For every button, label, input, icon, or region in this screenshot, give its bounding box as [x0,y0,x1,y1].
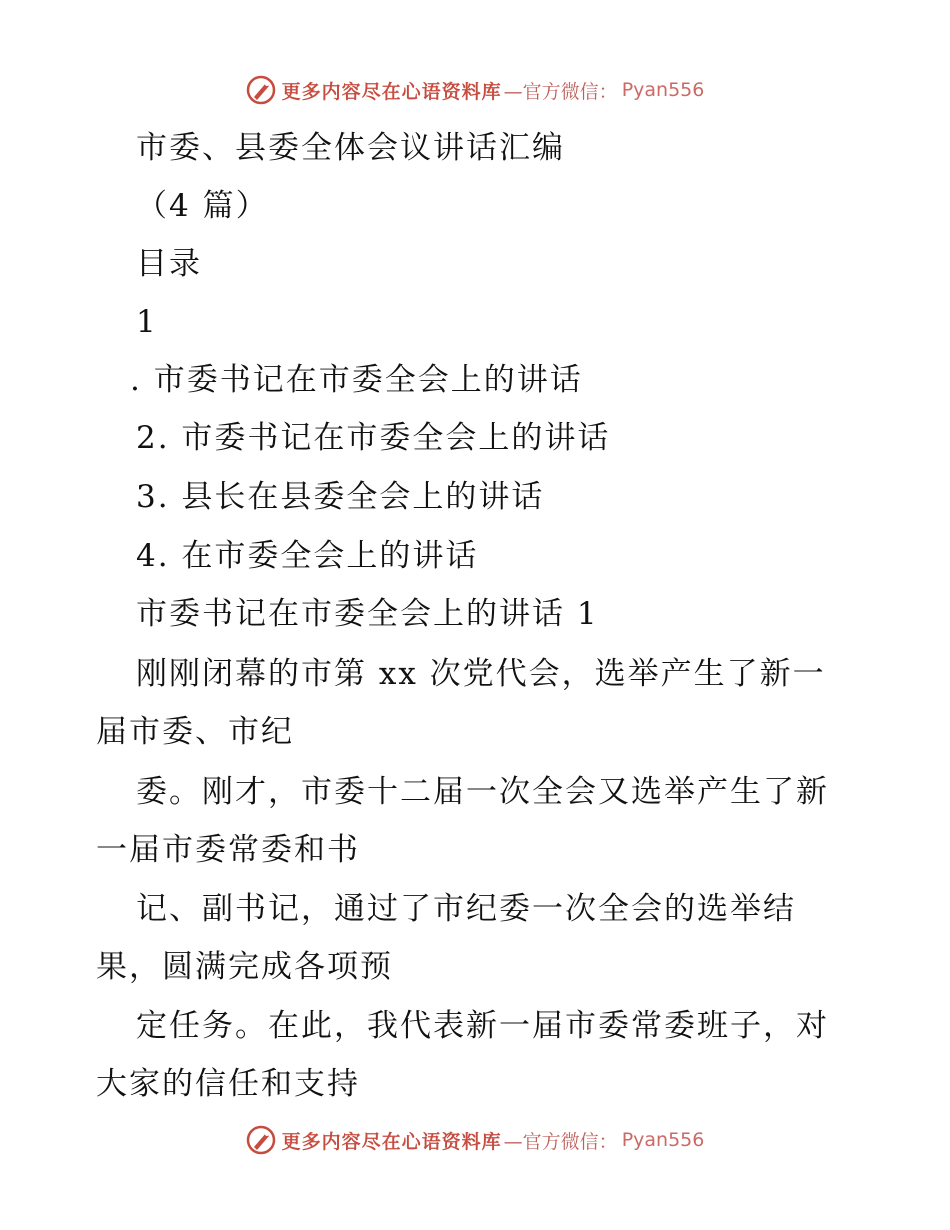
body-line: 刚刚闭幕的市第 xx 次党代会，选举产生了新一 [136,656,826,692]
body-line: 届市委、市纪 [96,714,294,750]
watermark-footer [0,1120,950,1160]
document-count: （4 篇） [136,188,269,224]
watermark-id-text: Pyan556 [621,1129,705,1151]
document-title: 市委、县委全体会议讲话汇编 [136,130,565,166]
watermark-main-text: 更多内容尽在心语资料库 [281,1130,502,1153]
pen-logo-icon [246,1125,276,1155]
toc-heading: 目录 [136,246,202,282]
body-line: 一届市委常委和书 [96,832,360,868]
toc-item: 1 [136,304,158,340]
watermark-id-text: Pyan556 [621,79,705,101]
watermark-sub-text: —官方微信： [503,80,618,103]
toc-item: . 市委书记在市委全会上的讲话 [130,362,583,398]
body-line: 委。刚才，市委十二届一次全会又选举产生了新 [136,774,829,810]
section-title: 市委书记在市委全会上的讲话 1 [136,596,599,632]
body-line: 定任务。在此，我代表新一届市委常委班子，对 [136,1008,829,1044]
watermark-sub-text: —官方微信： [503,1130,618,1153]
watermark-main-text: 更多内容尽在心语资料库 [281,80,502,103]
watermark-header [0,70,950,110]
body-line: 果，圆满完成各项预 [96,949,393,985]
body-line: 大家的信任和支持 [96,1066,360,1102]
toc-item: 3. 县长在县委全会上的讲话 [136,479,545,515]
toc-item: 4. 在市委全会上的讲话 [136,538,479,574]
pen-logo-icon [246,75,276,105]
toc-item: 2. 市委书记在市委全会上的讲话 [136,420,611,456]
body-line: 记、副书记，通过了市纪委一次全会的选举结 [136,891,796,927]
